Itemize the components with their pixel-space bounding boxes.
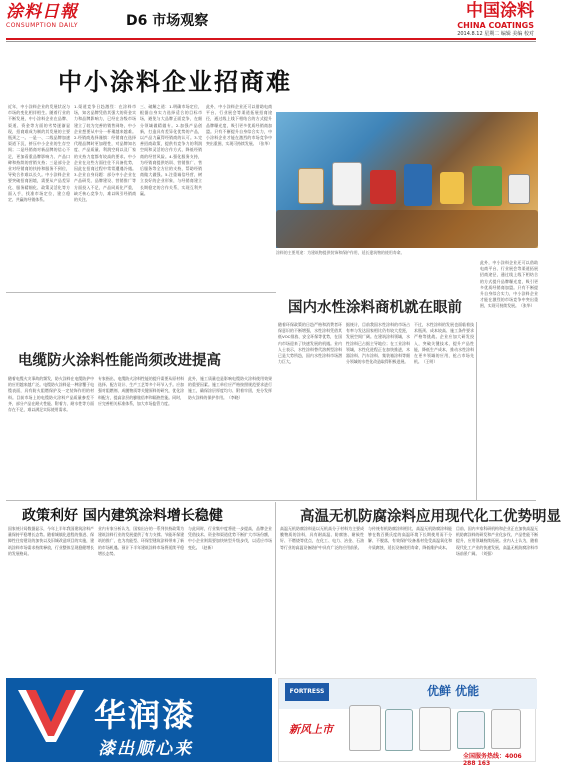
fire-col-3: 此外，施工质量也是影响电缆防火涂料使用效果的重要因素。施工单位应严格按照规范要求进行施工，确保涂层厚度均匀、附着牢固，充分发挥防火涂料的保护作用。（李晓） [188,376,272,400]
photo-caption: 涂料的主要用途：为建筑物提供装饰和保护作用，延长建筑物的使用寿命。 [276,250,405,255]
fire-col-1: 随着电缆火灾事故的频发，防火涂料在电缆防护中的应用越来越广泛。电缆防火涂料是一种涂覆于电缆表面，具有防火阻燃保护及一定装饰作用的材料。目前市场上的电缆防火涂料产品质量参差不齐，部分产品在耐火性能、附着力、耐水性等方面存在不足，难以满足实际使用需求。 [8,376,94,413]
anticorrosion-col-1: 高温无机防腐涂料是以无机高分子材料为主要成膜物质的涂料，具有耐高温、防腐蚀、耐候性好、不燃烧等优点，在化工、电力、冶金、石油等行业的高温设备防护中具有广泛的应用前景。 [280,526,364,550]
paint-can-3 [419,707,451,751]
policy-col-2: 业内专家分析认为，国家出台的一系列扶持政策为建筑涂料行业的发展提供了有力支撑。节能环保建筑的推广，也为功能型、环保型建筑涂料带来了新的市场机遇。预计下半年建筑涂料市场将延续平稳增长态势。 [98,526,184,556]
section-title: D6 市场观察 [126,13,209,29]
product-name: 优鲜 优能 [427,684,480,698]
huarun-name: 华润漆 [94,696,197,734]
divider [6,292,276,293]
paint-can-4 [457,711,485,749]
policy-col-1: 国家统计局数据显示，今年上半年我国建筑涂料产量保持平稳增长态势。随着城镇化进程的推进、保障性住房建设的加快以及旧城改造项目的实施，建筑涂料市场需求持续释放，行业整体呈现稳健增长的发展格局。 [8,526,94,556]
divider [476,322,477,500]
paint-can-5 [491,709,521,749]
fortress-brand: FORTRESS [285,683,329,701]
brand-en: CHINA COATINGS [457,21,534,30]
divider [6,500,536,501]
anticorrosion-col-2: 与传统有机防腐涂料相比，高温无机防腐涂料能够在数百摄氏度的高温环境下长期使用而不分解、不脱落，有效保护设备基材免受高温氧化和介质腐蚀，延长设备使用寿命，降低维护成本。 [368,526,452,550]
fire-headline: 电缆防火涂料性能尚须改进提高 [18,353,221,369]
fire-col-2: 专家指出，电缆防火涂料性能的提升需要从原材料选择、配方设计、生产工艺等多个环节入手。应加强对阻燃剂、成膜物质等关键原料的研究，优化涂料配方，提高涂层的膨胀倍率和隔热性能。同时，应完善相关标准体系，加大市场监管力度。 [98,376,184,406]
fortress-ad[interactable] [278,678,536,767]
masthead-rule-thin [6,41,536,42]
paper-name: 涂料日報 [6,2,78,22]
waterborne-col-2: 据统计，目前我国水性涂料的市场占有率与发达国家相比仍有较大差距，发展空间广阔。在建筑涂料领域，水性涂料已占据主导地位；在工业涂料领域，水性化进程正在加快推进，木器涂料、汽车涂料、集装箱涂料等细分领域的水性化改造取得积极进展。 [346,322,410,365]
lead-col-1: 近年，中小涂料企业的发展状况与市场的变化相伴相生。随着行业的不断发展，中小涂料企业在品牌、渠道、资金等方面的劣势逐渐显现，招商难成为制约其发展的主要瓶颈之一。一是一、二线品牌加速渠道下沉，挤压中小企业的生存空间；二是经销商对新品牌的信心不足，更加看重品牌影响力、产品口碑和持续的营销支持；三是部分企业对经销商的扶持和服务不到位，导致合作难以长久。中小涂料企业要突破招商困境，需要从产品差异化、服务精细化、政策灵活化等方面入手，找准市场定位，建立稳定、共赢的经销体系。 [8,104,70,203]
brand-block [457,2,534,38]
issue-meta: 2014.8.12 星期二 编辑 美编 校对 [457,31,534,37]
waterborne-col-3: 不过，水性涂料的发展也面临着技术瓶颈、成本较高、施工条件要求严格等挑战。企业应加大研发投入，突破关键技术，提升产品性能，降低生产成本，推动水性涂料在更多领域的应用，抢占市场先机。（王明） [414,322,474,365]
campaign-label: 新风上市 [289,723,333,736]
lead-headline: 中小涂料企业招商难 [58,68,292,96]
lead-col-2: 1.渠道竞争日趋激烈：在涂料市场，知名品牌凭借其强大的资金实力和品牌影响力，已经在各级市场建立了较为完善的销售网络，中小企业想要从中分一杯羹越来越难。2.经销商选择谨慎：经销商在选择代理品牌时更加理性，对品牌知名度、产品质量、利润空间以及厂家的支持力度都有较高的要求。中小企业在这些方面往往不具备优势，因此在招商过程中常常遭遇冷遇。3.企业自身问题：部分中小企业在产品研发、品牌建设、营销推广等方面投入不足，产品同质化严重，缺乏核心竞争力，难以吸引经销商的关注。 [74,104,136,203]
huarun-ad[interactable] [6,678,272,762]
brand-cn: 中国涂料 [466,1,534,21]
huarun-logo-icon [16,686,86,744]
policy-headline: 政策利好 国内建筑涂料增长稳健 [22,508,223,524]
hotline: 全国服务热线：4006 288 163 [463,753,522,767]
policy-col-3: 与此同时，行业集中度将进一步提高，品牌企业凭借技术、资金和渠道优势不断扩大市场份额，中小企业则需要加快转型升级步伐，以适应市场变化。（赵新） [188,526,272,550]
lead-col-3: 三、破解之道：1.明确市场定位，根据自身实力选择适合的目标市场，避免与大品牌正面竞争，在细分领域做精做专。2.加强产品创新，打造具有差异化优势的产品，以产品力赢得经销商的认可。3.完善招商政策，提供有竞争力的利润空间和灵活的合作方式，降低经销商的经营风险。4.强化服务支持，为经销商提供培训、营销推广、售后服务等全方位的支持，帮助经销商做大做强。5.注重诚信经营，树立良好的企业形象，与经销商建立长期稳定的合作关系，实现互利共赢。 [140,104,202,196]
huarun-slogan: 漆出顺心来 [98,739,193,759]
anticorrosion-headline: 高温无机防腐涂料应用现代化工优势明显 [300,509,561,525]
paint-can-2 [385,709,413,751]
waterborne-headline: 国内水性涂料商机就在眼前 [288,300,462,316]
masthead-rule [6,38,536,40]
anticorrosion-col-3: 目前，国内多家科研机构和企业正在加快高温无机防腐涂料的研发和产业化步伐，产品性能不断提升，应用领域持续拓展。业内人士认为，随着现代化工产业的快速发展，高温无机防腐涂料市场前景广阔。（刘强） [456,526,538,556]
paper-name-en: CONSUMPTION DAILY [6,22,79,29]
waterborne-col-1: 随着环保政策的日趋严格和消费者环保意识的不断增强，水性涂料凭借其低VOC排放、安全环保等优势，在国内市场迎来了快速发展的机遇。业内人士表示，水性涂料替代溶剂型涂料已是大势所趋，国内水性涂料市场潜力巨大。 [278,322,342,365]
waterborne-col-4: 此外，中小涂料企业还可以借助电商平台、行业展会等渠道拓展招商途径，通过线上线下相结合的方式提升品牌曝光度，吸引更多优质经销商加盟。只有不断提升自身综合实力，中小涂料企业才能在激烈的市场竞争中突出重围，实现可持续发展。（张华） [480,260,538,309]
lead-col-4: 此外，中小涂料企业还可以借助电商平台、行业展会等渠道拓展招商途径，通过线上线下相结合的方式提升品牌曝光度，吸引更多优质经销商加盟。只有不断提升自身综合实力，中小涂料企业才能在激烈的市场竞争中突出重围，实现可持续发展。（张华） [206,104,273,147]
paint-products-photo [276,112,538,248]
newspaper-logo [6,2,86,36]
paint-can-1 [349,705,381,751]
divider [275,502,276,674]
